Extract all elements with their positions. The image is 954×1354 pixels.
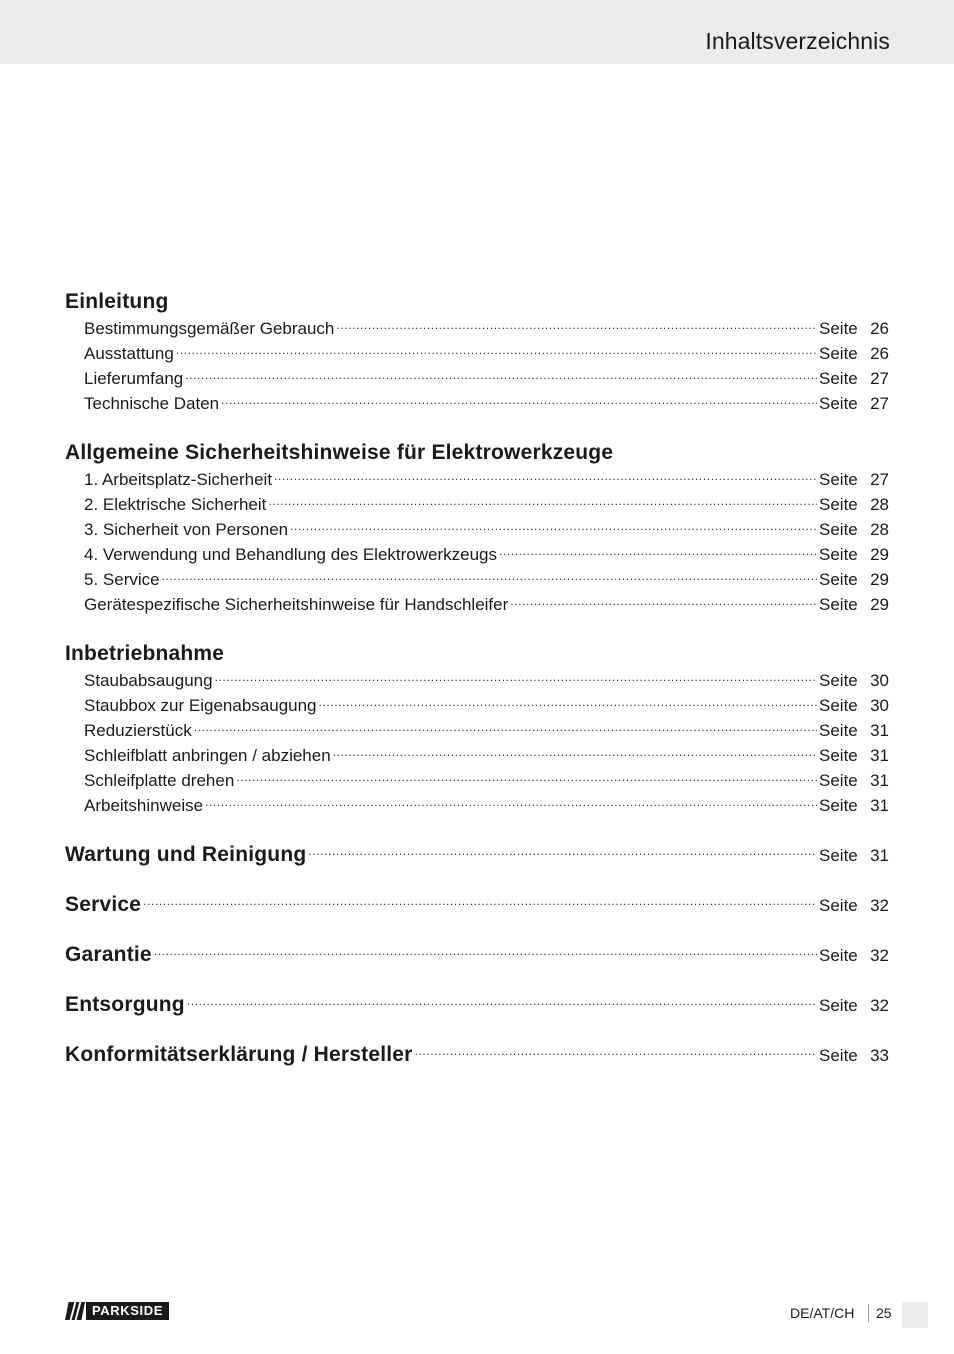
- entry-label: 2. Elektrische Sicherheit: [84, 495, 267, 514]
- spacer: [65, 416, 889, 439]
- toc-entry[interactable]: [65, 341, 889, 366]
- spacer: [65, 818, 889, 841]
- entry-page-number: 31: [870, 796, 889, 815]
- entry-seite: Seite: [819, 545, 858, 564]
- dot-leader: [336, 317, 817, 334]
- section-heading: Entsorgung: [65, 993, 185, 1016]
- dot-leader: [205, 794, 817, 811]
- entry-seite: Seite: [819, 896, 858, 915]
- entry-seite: Seite: [819, 796, 858, 815]
- toc-entry[interactable]: [65, 316, 889, 341]
- entry-page-number: 29: [870, 570, 889, 589]
- dot-leader: [194, 719, 817, 736]
- dot-leader: [308, 845, 817, 861]
- dot-leader: [510, 593, 817, 610]
- entry-page-number: 27: [870, 470, 889, 489]
- toc-section: [65, 439, 889, 617]
- toc-entry[interactable]: [65, 693, 889, 718]
- toc-entry[interactable]: [65, 542, 889, 567]
- parkside-stripes-icon: [65, 1302, 85, 1320]
- toc-entry[interactable]: [65, 668, 889, 693]
- entry-page-number: 33: [870, 1046, 889, 1065]
- toc-single-entry[interactable]: [65, 841, 889, 891]
- entry-seite: Seite: [819, 746, 858, 765]
- toc-entry[interactable]: [65, 768, 889, 793]
- entry-seite: Seite: [819, 771, 858, 790]
- country-codes: DE/AT/CH: [790, 1305, 855, 1321]
- entry-label: Gerätespezifische Sicherheitshinweise für Handschleifer: [84, 595, 509, 614]
- entry-page-number: 26: [870, 344, 889, 363]
- entry-seite: Seite: [819, 846, 858, 865]
- entry-label: 3. Sicherheit von Personen: [84, 520, 289, 539]
- entry-page-number: 31: [870, 771, 889, 790]
- entry-seite: Seite: [819, 721, 858, 740]
- entry-seite: Seite: [819, 369, 858, 388]
- dot-leader: [215, 669, 817, 686]
- toc-entry[interactable]: [65, 391, 889, 416]
- entry-page-number: 32: [870, 996, 889, 1015]
- entry-seite: Seite: [819, 470, 858, 489]
- section-heading: Garantie: [65, 943, 152, 966]
- entry-page-number: 32: [870, 946, 889, 965]
- toc-entry[interactable]: [65, 793, 889, 818]
- spacer: [65, 617, 889, 640]
- toc-entry[interactable]: [65, 492, 889, 517]
- section-heading: Allgemeine Sicherheitshinweise für Elektrowerkzeuge: [65, 441, 614, 464]
- toc-entry[interactable]: [65, 467, 889, 492]
- entry-label: Reduzierstück: [84, 721, 192, 740]
- section-heading: Einleitung: [65, 290, 169, 313]
- dot-leader: [236, 769, 817, 786]
- toc-entry[interactable]: [65, 366, 889, 391]
- toc-single-entry[interactable]: [65, 991, 889, 1041]
- entry-seite: Seite: [819, 1046, 858, 1065]
- entry-page-number: 32: [870, 896, 889, 915]
- entry-seite: Seite: [819, 344, 858, 363]
- entry-page-number: 30: [870, 696, 889, 715]
- dot-leader: [187, 995, 817, 1011]
- entry-seite: Seite: [819, 595, 858, 614]
- entry-page-number: 29: [870, 545, 889, 564]
- section-heading: Service: [65, 893, 142, 916]
- toc-entry[interactable]: [65, 592, 889, 617]
- entry-label: Staubbox zur Eigenabsaugung: [84, 696, 317, 715]
- toc-single-entry[interactable]: [65, 941, 889, 991]
- entry-page-number: 31: [870, 846, 889, 865]
- entry-seite: Seite: [819, 996, 858, 1015]
- entry-label: 5. Service: [84, 570, 160, 589]
- entry-page-number: 31: [870, 721, 889, 740]
- entry-label: Ausstattung: [84, 344, 174, 363]
- entry-page-number: 27: [870, 394, 889, 413]
- entry-seite: Seite: [819, 671, 858, 690]
- entry-page-number: 27: [870, 369, 889, 388]
- entry-seite: Seite: [819, 319, 858, 338]
- dot-leader: [268, 493, 817, 510]
- dot-leader: [221, 392, 817, 409]
- entry-label: Schleifplatte drehen: [84, 771, 235, 790]
- parkside-logo: [65, 1302, 169, 1320]
- dot-leader: [176, 342, 817, 359]
- entry-seite: Seite: [819, 946, 858, 965]
- entry-seite: Seite: [819, 570, 858, 589]
- entry-label: Staubabsaugung: [84, 671, 213, 690]
- dot-leader: [274, 468, 817, 485]
- table-of-contents: [65, 288, 889, 1091]
- entry-seite: Seite: [819, 495, 858, 514]
- entry-seite: Seite: [819, 394, 858, 413]
- entry-label: Schleifblatt anbringen / abziehen: [84, 746, 331, 765]
- entry-page-number: 28: [870, 495, 889, 514]
- toc-entry[interactable]: [65, 743, 889, 768]
- section-heading: Konformitätserklärung / Hersteller: [65, 1043, 413, 1066]
- dot-leader: [162, 568, 817, 585]
- dot-leader: [290, 518, 817, 535]
- entry-label: Technische Daten: [84, 394, 220, 413]
- entry-page-number: 26: [870, 319, 889, 338]
- logo-text: PARKSIDE: [86, 1302, 169, 1320]
- entry-label: Bestimmungsgemäßer Gebrauch: [84, 319, 335, 338]
- toc-single-entry[interactable]: [65, 1041, 889, 1091]
- toc-section: [65, 288, 889, 416]
- footer-divider: [868, 1304, 869, 1322]
- dot-leader: [499, 543, 817, 560]
- entry-label: Arbeitshinweise: [84, 796, 204, 815]
- page-tab-marker: [902, 1302, 928, 1328]
- entry-seite: Seite: [819, 520, 858, 539]
- dot-leader: [143, 895, 817, 911]
- section-heading: Wartung und Reinigung: [65, 843, 307, 866]
- toc-section: [65, 640, 889, 818]
- dot-leader: [333, 744, 817, 761]
- entry-page-number: 30: [870, 671, 889, 690]
- page-number: 25: [876, 1305, 892, 1321]
- toc-single-entry[interactable]: [65, 891, 889, 941]
- entry-label: Lieferumfang: [84, 369, 184, 388]
- section-heading: Inbetriebnahme: [65, 642, 225, 665]
- dot-leader: [319, 694, 817, 711]
- entry-seite: Seite: [819, 696, 858, 715]
- entry-page-number: 31: [870, 746, 889, 765]
- toc-entry[interactable]: [65, 718, 889, 743]
- dot-leader: [154, 945, 817, 961]
- entry-label: 4. Verwendung und Behandlung des Elektrowerkzeugs: [84, 545, 498, 564]
- toc-entry[interactable]: [65, 517, 889, 542]
- toc-entry[interactable]: [65, 567, 889, 592]
- entry-page-number: 28: [870, 520, 889, 539]
- entry-page-number: 29: [870, 595, 889, 614]
- page-title: Inhaltsverzeichnis: [705, 28, 890, 54]
- entry-label: 1. Arbeitsplatz-Sicherheit: [84, 470, 273, 489]
- dot-leader: [185, 367, 817, 384]
- dot-leader: [415, 1045, 817, 1061]
